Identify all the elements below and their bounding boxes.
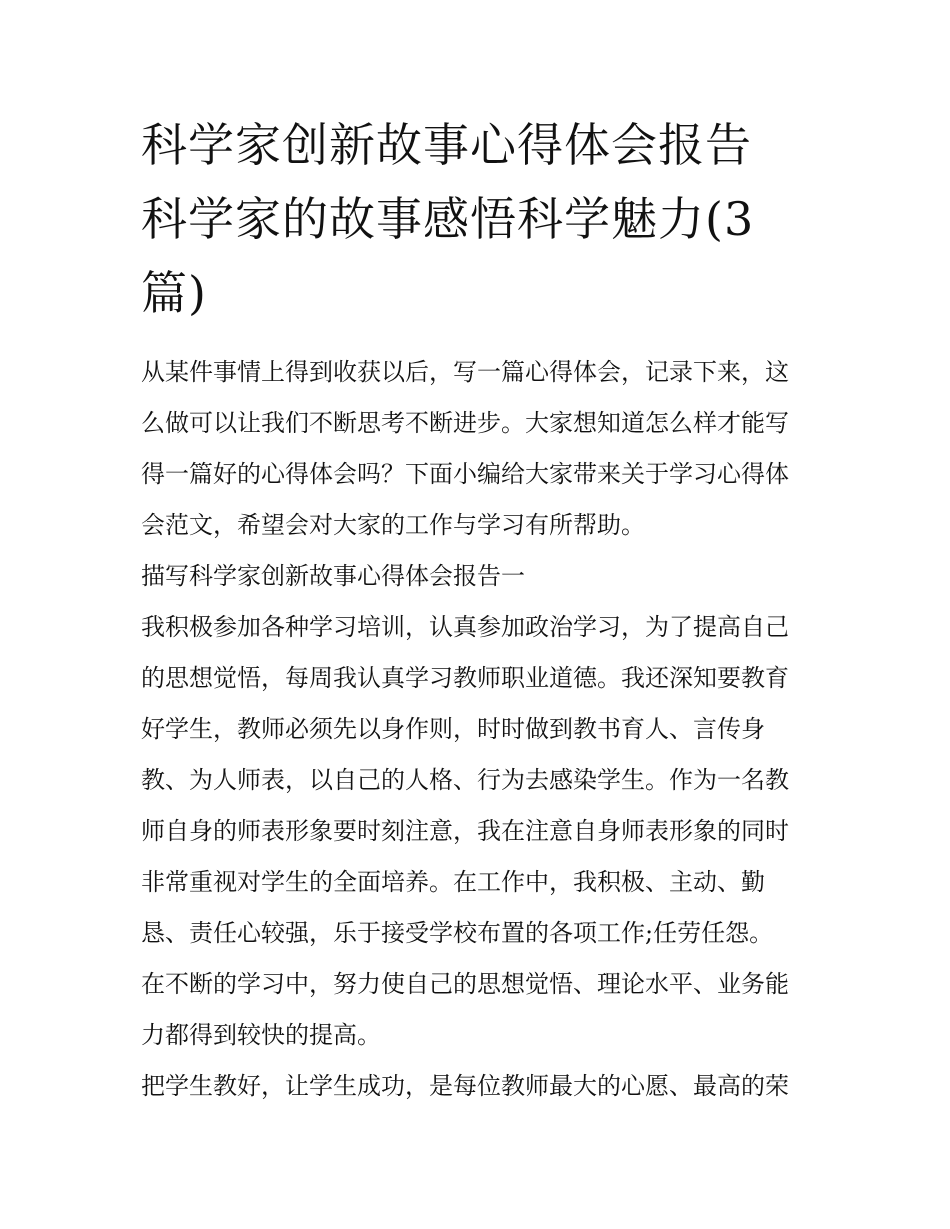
section-heading — [141, 551, 813, 602]
title-line: 篇) — [141, 266, 207, 320]
text-line: 把学生教好，让学生成功，是每位教师最大的心愿、最高的荣 — [141, 1072, 789, 1100]
document-content — [141, 108, 813, 1112]
text-line: 好学生，教师必须先以身作则，时时做到教书育人、言传身 — [141, 715, 765, 743]
text-line: 会范文，希望会对大家的工作与学习有所帮助。 — [141, 511, 645, 539]
text-line: 在不断的学习中，努力使自己的思想觉悟、理论水平、业务能 — [141, 970, 789, 998]
text-line: 得一篇好的心得体会吗？下面小编给大家带来关于学习心得体 — [141, 460, 789, 488]
intro-paragraph — [141, 347, 813, 551]
body-paragraph-1 — [141, 602, 813, 1061]
text-line: 教、为人师表，以自己的人格、行为去感染学生。作为一名教 — [141, 766, 789, 794]
text-line: 恳、责任心较强，乐于接受学校布置的各项工作;任劳任怨。 — [141, 919, 774, 947]
text-line: 力都得到较快的提高。 — [141, 1021, 381, 1049]
document-title — [141, 108, 813, 330]
title-line: 科学家创新故事心得体会报告 — [141, 118, 752, 172]
text-line: 的思想觉悟，每周我认真学习教师职业道德。我还深知要教育 — [141, 664, 789, 692]
text-line: 从某件事情上得到收获以后，写一篇心得体会，记录下来，这 — [141, 358, 789, 386]
section-heading-text: 描写科学家创新故事心得体会报告一 — [141, 562, 525, 590]
text-line: 我积极参加各种学习培训，认真参加政治学习，为了提高自己 — [141, 613, 789, 641]
text-line: 么做可以让我们不断思考不断进步。大家想知道怎么样才能写 — [141, 409, 789, 437]
body-paragraph-2 — [141, 1061, 813, 1112]
text-line: 师自身的师表形象要时刻注意，我在注意自身师表形象的同时 — [141, 817, 789, 845]
text-line: 非常重视对学生的全面培养。在工作中，我积极、主动、勤 — [141, 868, 765, 896]
title-line: 科学家的故事感悟科学魅力(3 — [141, 192, 755, 246]
